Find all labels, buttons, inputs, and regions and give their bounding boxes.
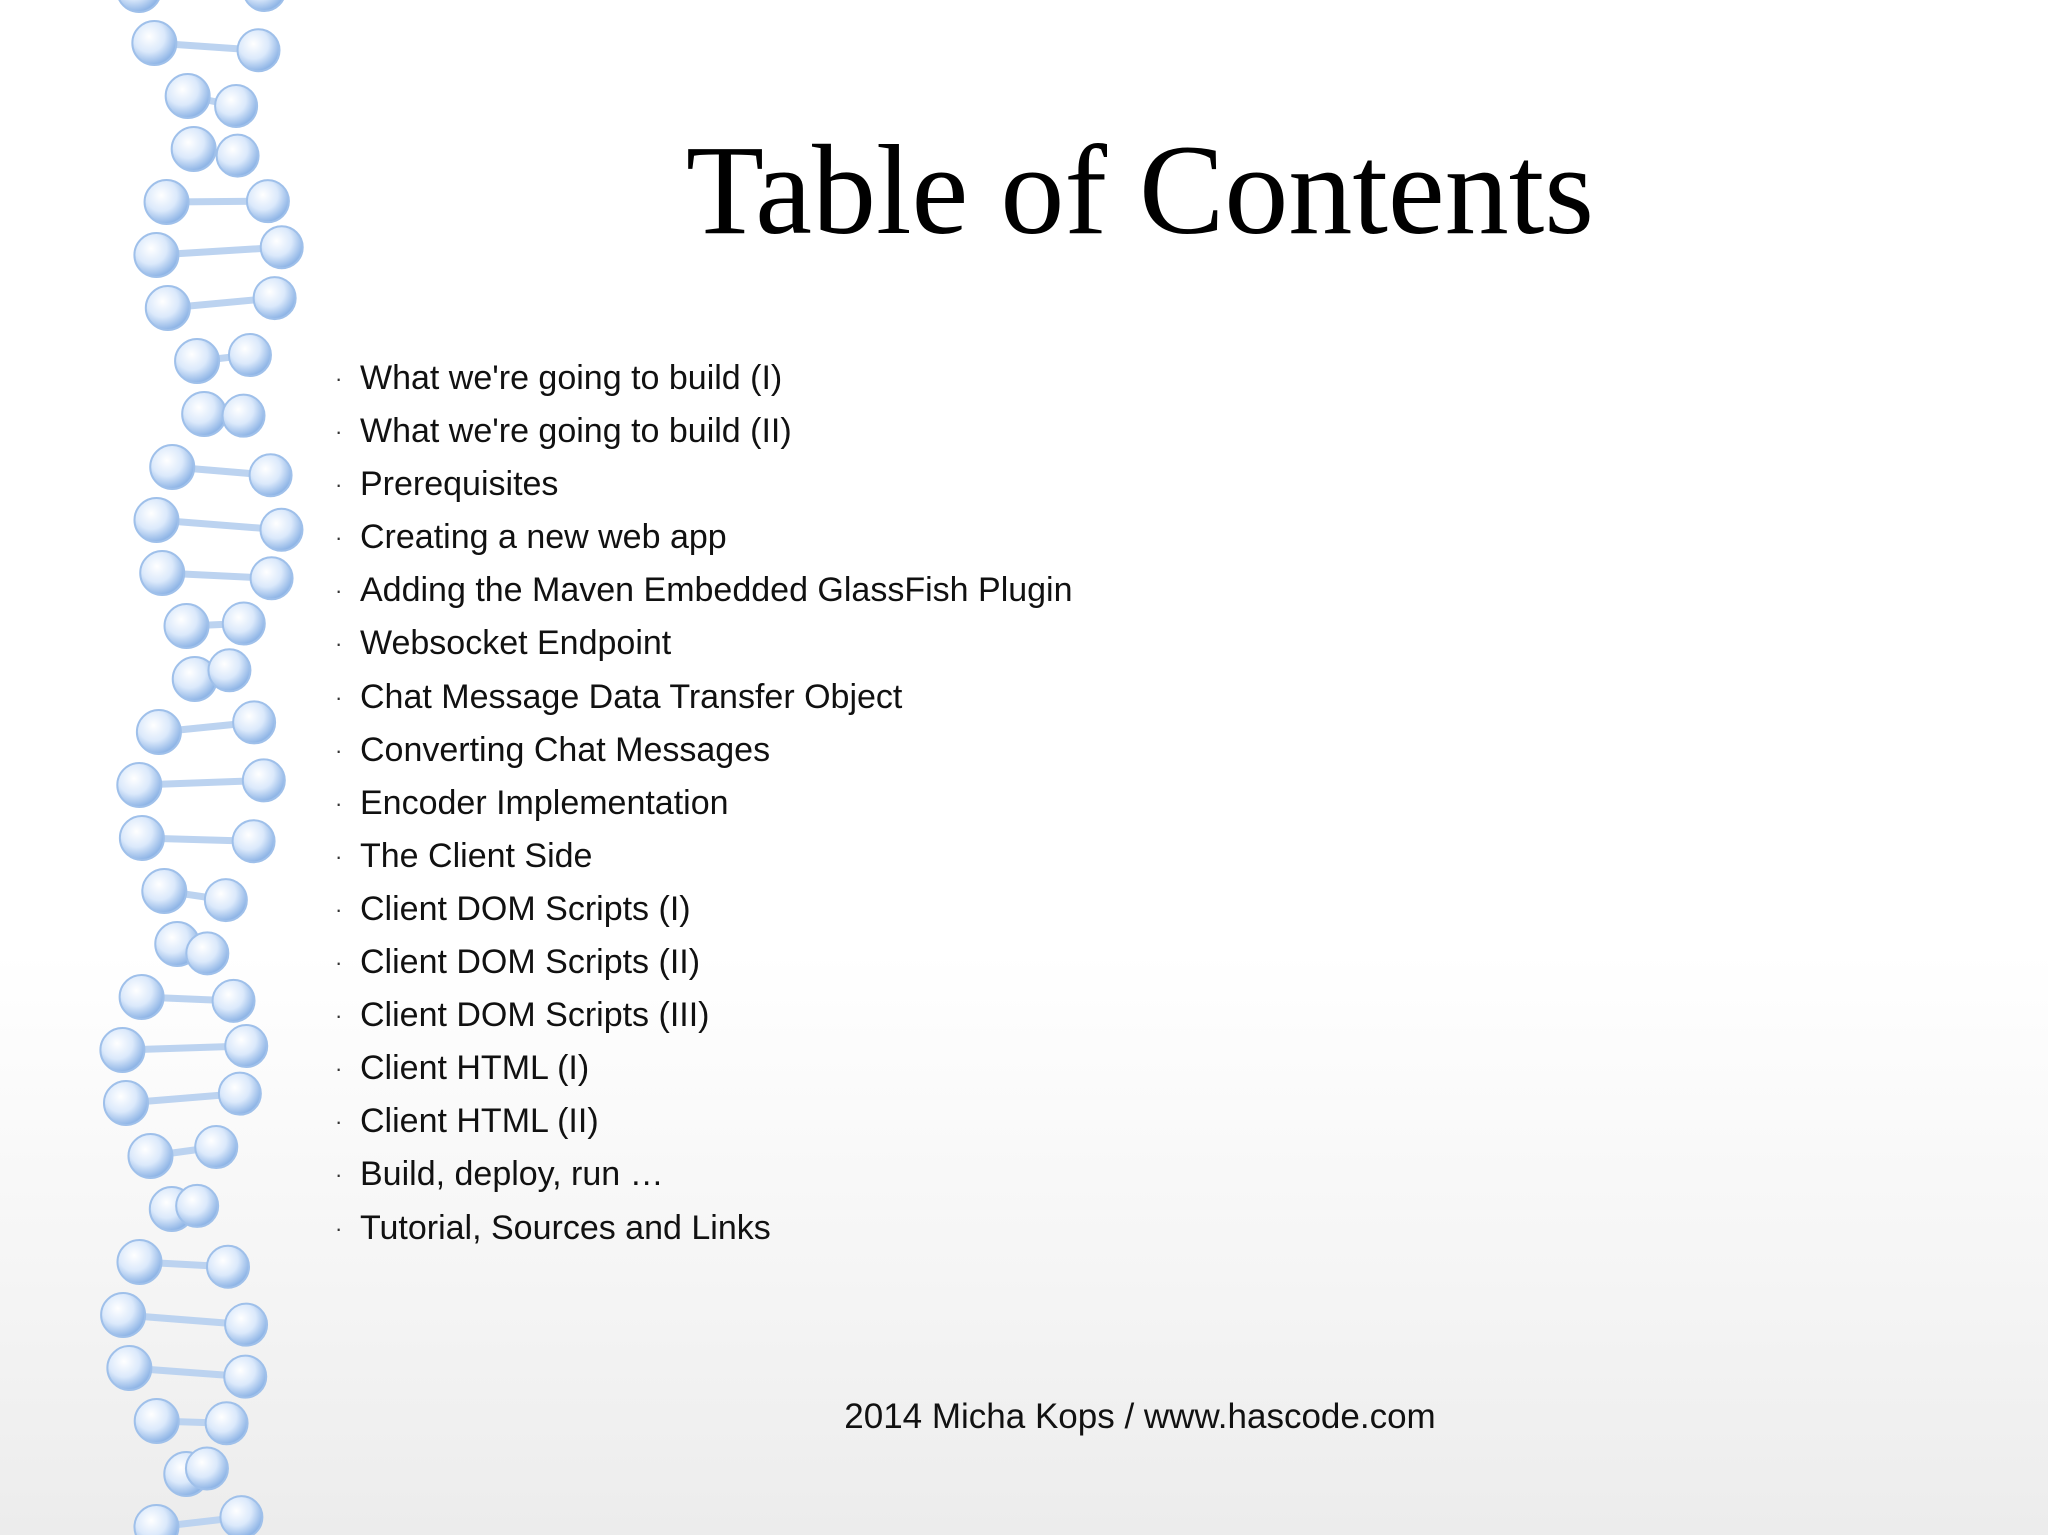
dna-sphere [219,1073,261,1115]
dna-sphere [225,1304,267,1346]
dna-sphere [229,334,271,376]
dna-sphere [225,1025,267,1067]
toc-item [335,830,1073,883]
dna-sphere [134,233,178,277]
dna-sphere [150,445,194,489]
toc-item [335,564,1073,617]
dna-sphere [217,135,259,177]
toc-item-label: Converting Chat Messages [360,730,771,769]
dna-sphere [142,869,186,913]
dna-sphere [120,975,164,1019]
dna-sphere [247,180,289,222]
bullet-dot-icon: · [335,896,343,922]
toc-item [335,989,1073,1042]
bullet-dot-icon: · [335,578,343,604]
dna-sphere [261,226,303,268]
dna-sphere [135,1399,179,1443]
toc-item [335,671,1073,724]
dna-sphere [206,1402,248,1444]
dna-sphere [220,1496,262,1535]
toc-item-label: Tutorial, Sources and Links [360,1208,771,1247]
toc-item [335,883,1073,936]
dna-sphere [120,816,164,860]
toc-item-label: Creating a new web app [360,518,727,557]
dna-sphere [215,85,257,127]
toc-item-label: Adding the Maven Embedded GlassFish Plugin [360,571,1073,610]
dna-sphere [166,74,210,118]
dna-sphere [117,1240,161,1284]
bullet-dot-icon: · [335,1003,343,1029]
dna-sphere [233,820,275,862]
toc-item-label: Client DOM Scripts (II) [360,943,701,982]
dna-sphere [140,551,184,595]
dna-sphere [260,509,302,551]
dna-sphere [254,277,296,319]
bullet-dot-icon: · [335,684,343,710]
toc-item-label: What we're going to build (II) [360,412,792,451]
bullet-dot-icon: · [335,525,343,551]
bullet-dot-icon: · [335,950,343,976]
dna-sphere [176,1185,218,1227]
bullet-dot-icon: · [335,366,343,391]
dna-sphere [117,0,161,12]
dna-sphere [172,127,216,171]
toc-item-label: What we're going to build (I) [360,359,783,397]
dna-sphere [251,557,293,599]
dna-sphere [175,339,219,383]
dna-sphere [186,932,228,974]
toc-item-label: Chat Message Data Transfer Object [360,677,903,716]
dna-sphere [134,1505,178,1535]
slide-footer: 2014 Micha Kops / www.hascode.com [844,1397,1436,1436]
bullet-dot-icon: · [335,790,343,816]
toc-item-label: Websocket Endpoint [360,624,672,663]
dna-sphere [100,1028,144,1072]
toc-item-label: Prerequisites [360,465,559,504]
slide-title: Table of Contents [685,119,1595,261]
toc-item [335,405,1073,458]
bullet-dot-icon: · [335,1109,343,1135]
bullet-dot-icon: · [335,631,343,657]
dna-sphere [207,1246,249,1288]
dna-sphere [132,21,176,65]
toc-item-label: Client HTML (I) [360,1049,590,1088]
bullet-dot-icon: · [335,419,343,445]
dna-sphere [243,0,285,11]
dna-sphere [238,29,280,71]
dna-helix-icon [0,0,343,1535]
dna-sphere [117,763,161,807]
dna-sphere [250,454,292,496]
dna-sphere [134,498,178,542]
dna-sphere [195,1126,237,1168]
dna-sphere [223,603,265,645]
bullet-dot-icon: · [335,472,343,498]
dna-sphere [104,1081,148,1125]
toc-item [335,1148,1073,1201]
dna-sphere [107,1346,151,1390]
toc-item-label: Client HTML (II) [360,1102,599,1141]
toc-item [335,724,1073,777]
table-of-contents-list [335,352,1073,1255]
dna-sphere [182,392,226,436]
dna-sphere [128,1134,172,1178]
dna-sphere [224,1356,266,1398]
toc-item [335,1202,1073,1255]
toc-item [335,936,1073,989]
toc-item [335,777,1073,830]
dna-sphere [213,980,255,1022]
bullet-dot-icon: · [335,843,343,869]
toc-item [335,1095,1073,1148]
toc-item [335,1042,1073,1095]
dna-sphere [208,649,250,691]
toc-item-label: The Client Side [360,836,593,875]
dna-sphere [223,395,265,437]
toc-item [335,352,1073,405]
dna-sphere [145,180,189,224]
bullet-dot-icon: · [335,1215,343,1241]
dna-sphere [146,286,190,330]
dna-sphere [101,1293,145,1337]
toc-item-label: Build, deploy, run … [360,1155,664,1194]
toc-item-label: Encoder Implementation [360,783,729,822]
dna-sphere [165,604,209,648]
toc-item [335,511,1073,564]
toc-item [335,617,1073,670]
dna-sphere [233,701,275,743]
bullet-dot-icon: · [335,1162,343,1188]
toc-item-label: Client DOM Scripts (III) [360,996,710,1035]
toc-item [335,458,1073,511]
dna-sphere [205,879,247,921]
dna-sphere [186,1448,228,1490]
bullet-dot-icon: · [335,1056,343,1082]
dna-sphere [137,710,181,754]
bullet-dot-icon: · [335,737,343,763]
dna-sphere [243,759,285,801]
toc-item-label: Client DOM Scripts (I) [360,889,691,928]
